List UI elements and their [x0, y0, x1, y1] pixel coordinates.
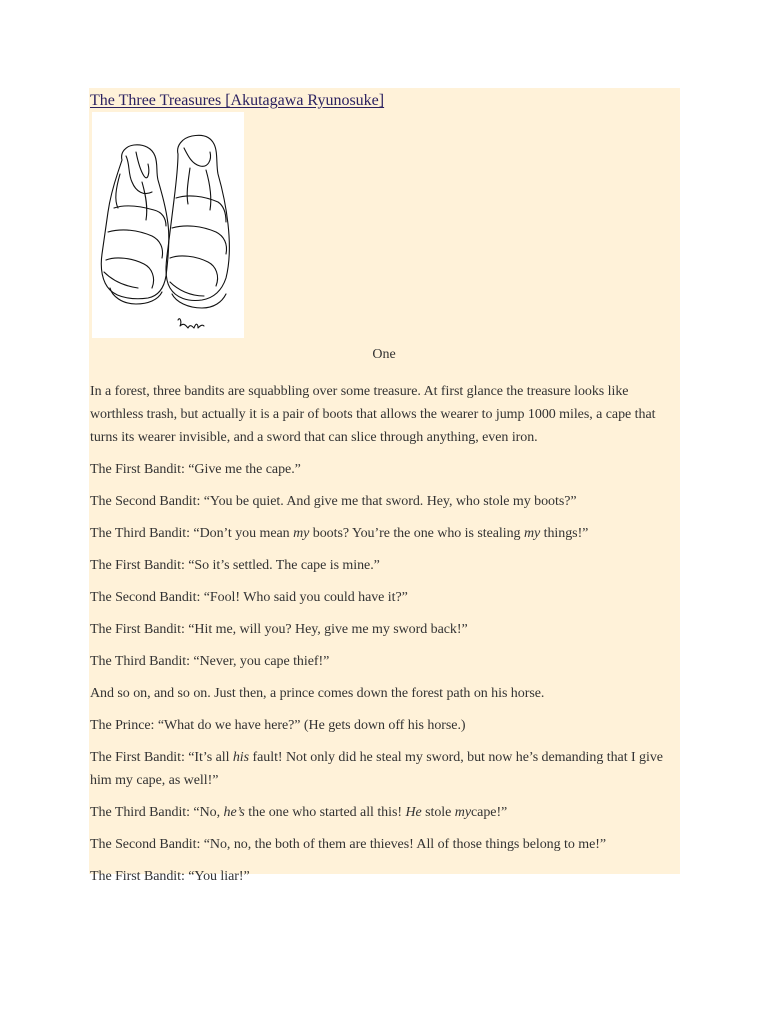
paragraph-intro: In a forest, three bandits are squabbling over some treasure. At first glance the treasure looks like worthless trash, but actually it is a pair of boots that allows the wearer to jump 1000 miles, a cape that turns its wearer invisible, and a sword that can slice through anything, even iron. — [90, 384, 656, 445]
document-title-link[interactable]: The Three Treasures [Akutagawa Ryunosuke] — [90, 92, 385, 109]
text-run: fault! Not only did he steal my sword, but now he’s demanding that I give him my cape, as well!” — [90, 750, 663, 788]
paragraph: And so on, and so on. Just then, a prince comes down the forest path on his horse. — [90, 686, 545, 701]
paragraph: The Third Bandit: “Never, you cape thief!” — [90, 654, 330, 669]
paragraph: The Second Bandit: “No, no, the both of them are thieves! All of those things belong to me!” — [90, 837, 607, 852]
paragraph: The Second Bandit: “Fool! Who said you could have it?” — [90, 590, 408, 605]
emphasis-text: my — [523, 526, 541, 541]
paragraph: The First Bandit: “So it’s settled. The cape is mine.” — [90, 558, 380, 573]
paragraph — [90, 522, 680, 545]
text-run: stole — [421, 805, 455, 820]
text-run: the one who started all this! — [244, 805, 406, 820]
emphasis-text: my — [293, 526, 310, 541]
paragraph: The First Bandit: “Hit me, will you? Hey, give me my sword back!” — [90, 622, 468, 637]
boots-drawing-icon — [92, 112, 244, 338]
paragraph: The Second Bandit: “You be quiet. And give me that sword. Hey, who stole my boots?” — [90, 494, 577, 509]
text-run: The Third Bandit: “Don’t you mean — [90, 526, 294, 541]
paragraph — [90, 801, 680, 824]
emphasis-text: his — [232, 750, 250, 765]
text-run: things!” — [540, 526, 589, 541]
emphasis-text: my — [454, 805, 471, 820]
paragraph: The First Bandit: “Give me the cape.” — [90, 462, 301, 477]
emphasis-text: He — [405, 805, 422, 820]
text-run: The Third Bandit: “No, — [90, 805, 224, 820]
paragraph: The Prince: “What do we have here?” (He gets down off his horse.) — [90, 718, 466, 733]
paragraph — [90, 746, 680, 792]
emphasis-text: he’s — [223, 805, 245, 820]
paragraph: The First Bandit: “You liar!” — [90, 869, 250, 884]
text-run: The First Bandit: “It’s all — [90, 750, 233, 765]
section-heading: One — [372, 347, 396, 362]
text-run: boots? You’re the one who is stealing — [309, 526, 524, 541]
document-body — [89, 88, 680, 884]
text-run: cape!” — [471, 805, 508, 820]
